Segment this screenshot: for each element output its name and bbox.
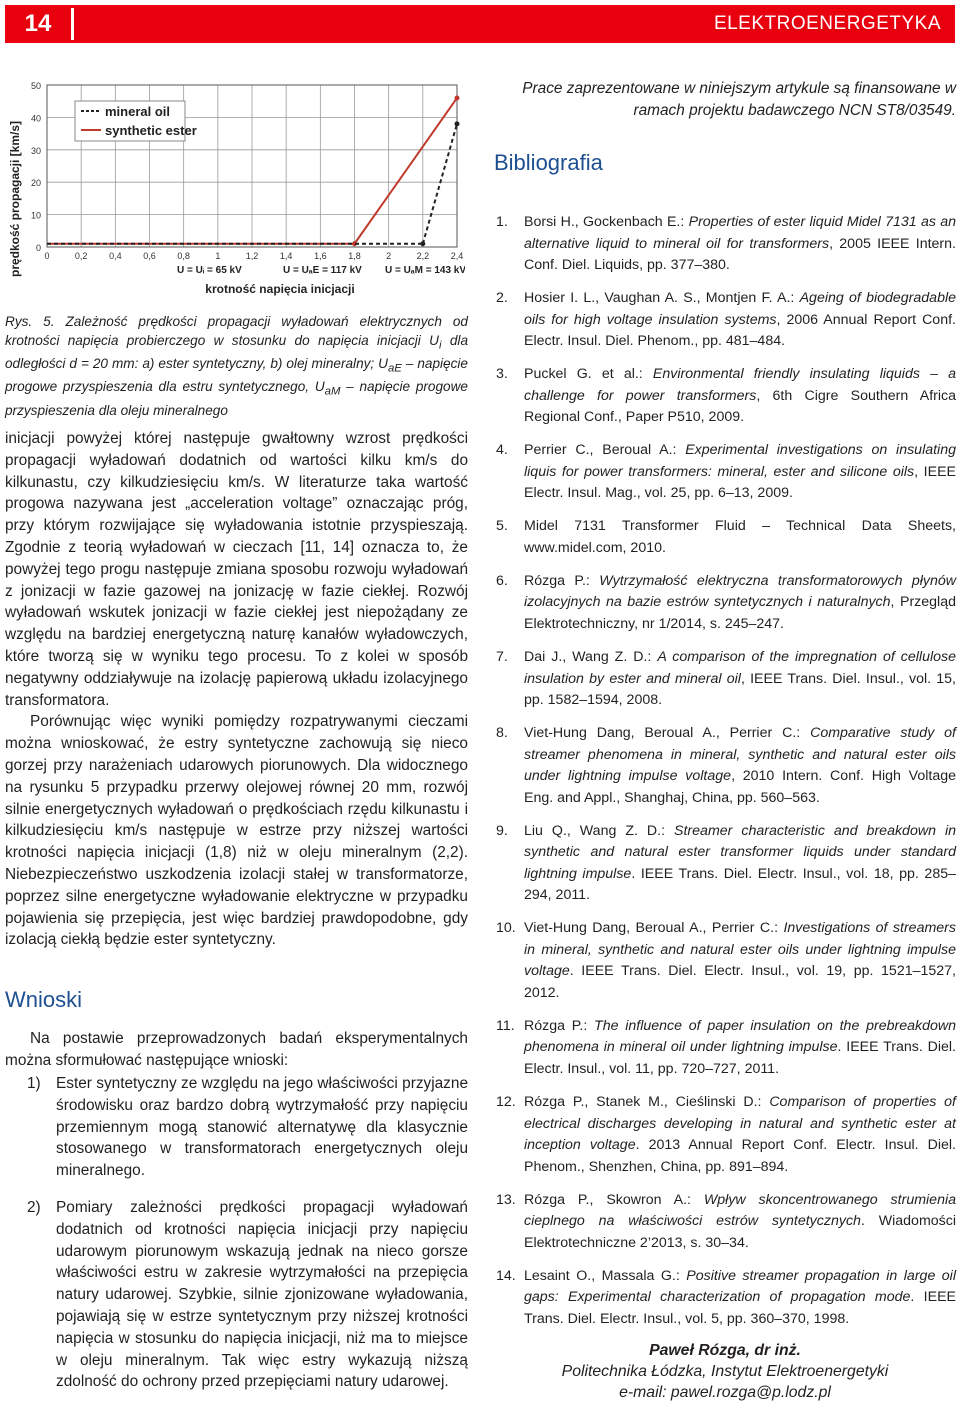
reference-item [494,1190,956,1255]
page-number: 14 [24,10,52,37]
reference-number: 12. [496,1094,516,1111]
x-tick-label: 2 [386,251,392,261]
caption-text-1: Zależność prędkości propagacji wyładowań elektrycznych od krotności napięcia probierczego w stosunku do napięcia inicjacji U [5,314,468,348]
reference-title: Properties of ester liquid Midel 7131 as an alternative liquid to mineral oil for transformers [524,214,956,252]
reference-title: Ageing of biodegradable oils for high voltage insulation systems [524,290,957,328]
conclusion-number: 1) [27,1075,41,1092]
point-mineral [455,121,460,126]
reference-source: . IEEE Trans. Diel. Electr. Insul., vol. 11, pp. 720–727, 2011. [524,1039,957,1077]
reference-number: 6. [496,572,508,589]
reference-item [494,1092,956,1178]
reference-item [494,821,956,907]
author-email: e-mail: pawel.rozga@p.lodz.pl [619,1384,831,1401]
chart-legend [75,101,197,141]
y-tick-label: 10 [30,210,41,221]
funding-note: Prace zaprezentowane w niniejszym artykule są finansowane w ramach projektu badawczego NCN ST8/03549. [522,80,956,119]
author-name: Paweł Rózga, dr inż. [649,1342,801,1359]
reference-number: 3. [496,366,508,383]
reference-source: . IEEE Trans. Diel. Electr. Insul., vol. 5, pp. 360–370, 1998. [524,1289,956,1327]
author-affiliation: Politechnika Łódzka, Instytut Elektroenergetyki [561,1363,889,1380]
conclusions-intro [5,1028,468,1072]
x-tick-label: 1 [215,251,221,261]
conclusion-text: Pomiary zależności prędkości propagacji wyładowań dodatnich od krotności napięcia inicjacji przy napięciu udarowym piorunowym wskazują jednak na nieco gorsze właściwości estru w zakresie wytrzymałości na przepięcia natury udarowej. Szybkie, silnie zjonizowane wyładowania, pojawiają się w estrze syntetycznym przy niższej krotności napięcia w stosunku do napięcia inicjacji, niż ma to miejsce w oleju mineralnym. Tak więc estry wykazują niższą zdolność do ochrony przed przepięciami natury udarowej. [56,1199,468,1391]
reference-item [494,440,956,505]
chart-xlabel: krotność napięcia inicjacji [205,282,355,296]
reference-authors: Puckel G. et al.: [524,366,653,383]
x-tick-label: 0 [44,251,50,261]
reference-item [494,212,956,277]
reference-number: 7. [496,649,508,666]
reference-number: 8. [496,725,508,742]
reference-authors: Hosier I. L., Vaughan A. S., Montjen F. A.: [524,290,800,307]
reference-number: 5. [496,518,508,535]
reference-title: Investigations of streamers in mineral, synthetic and natural ester oils under lightning impulse voltage [524,920,956,980]
reference-number: 13. [496,1191,516,1208]
reference-number: 10. [496,920,516,937]
x-tick-label: 0,8 [177,251,190,261]
x-tick-label: 1,4 [279,251,293,261]
reference-authors: Rózga P., Skowron A.: [524,1191,704,1208]
reference-source: , IEEE Trans. Diel. Insul., vol. 15, pp. 1582–1594, 2008. [524,670,956,709]
reference-source: . IEEE Trans. Diel. Electr. Insul., vol. 19, pp. 1521–1527, 2012. [524,963,956,1001]
chart-svg [5,77,465,303]
reference-authors: Dai J., Wang Z. D.: [524,649,658,666]
reference-authors: Liu Q., Wang Z. D.: [524,822,675,839]
reference-title: Positive streamer propagation in large oil gaps: Experimental characterization of propagation mode [524,1267,956,1306]
legend-label-ester: synthetic ester [105,123,197,138]
reference-authors: Perrier C., Beroual A.: [524,442,686,459]
x-tick-label: 1,6 [314,251,327,261]
reference-title: Wpływ skoncentrowanego strumienia cieplnego na właściwości estrów syntetycznych [524,1191,956,1230]
header-divider [71,8,74,40]
y-tick-label: 50 [30,81,41,91]
x-tick-label: 0,4 [109,251,122,261]
reference-title: Environmental friendly insulating liquids – a challenge for power transformers [524,366,956,404]
reference-source: . IEEE Trans. Diel. Electr. Insul., vol. 18, pp. 285–294, 2011. [524,865,956,904]
reference-source: , 2005 IEEE Intern. Conf. Diel. Liquids, pp. 377–380. [524,235,956,273]
figure-caption [5,313,468,420]
reference-title: Experimental investigations on insulating liquis for power transformers: mineral, ester and silicone oils [524,442,956,480]
legend-label-mineral: mineral oil [105,104,171,119]
reference-authors: Viet-Hung Dang, Beroual A., Perrier C.: [524,920,784,937]
body-text [5,428,468,951]
reference-title: Streamer characteristic and breakdown in synthetic and natural ester transformer liquids under standard lightning impulse [524,822,956,882]
reference-source: , 6th Cigre Southern Africa Regional Conf., Paper P510, 2009. [524,387,957,426]
page-header [5,5,955,43]
caption-text-4: – napięcie progowe przyspieszenia dla oleju mineralnego [5,379,468,418]
reference-source: , IEEE Electr. Insul. Mag., vol. 25, pp. 6–13, 2009. [524,463,957,502]
x-tick-label: 1,2 [245,251,259,261]
x-tick-label: 0,6 [143,251,156,261]
bibliography-heading: Bibliografia [494,150,603,175]
reference-number: 2. [496,290,508,307]
reference-authors: Lesaint O., Massala G.: [524,1267,687,1284]
annotation-uam: U = UₐM = 143 kV [385,265,465,276]
reference-item [494,288,956,353]
reference-item [494,647,956,712]
y-tick-label: 40 [30,113,41,124]
reference-source: , Przegląd Elektrotechniczny, nr 1/2014, s. 245–247. [524,594,956,632]
reference-item [494,1266,956,1331]
reference-item [494,918,956,1004]
reference-number: 1. [496,214,508,230]
body-paragraph-1: inicjacji powyżej której następuje gwałtowny wzrost prędkości propagacji wyładowań dodatnich od wartości kilku km/s do kilkunastu, czy kilkudziesięciu km/s. W literaturze taka wartość progowa nazywana jest „acceleration voltage” oznaczając próg, przy którym rozwijające się wyładowania istotnie przyspieszają. Zgodnie z teorią wyładowań w cieczach [11, 14] oznacza to, że powyżej tego progu następuje zmiana sposobu rozwoju wyładowań z jonizacji w fazie gazowej na jonizację w fazie ciekłej. Rozwój wyładowań wskutek jonizacji w fazie ciekłej jest niepożądany ze względu na bardziej energetyczną naturę kanałów wyładowczych, które tworzą się w wyniku tego procesu. To z kolei w sposób negatywny oddziaływuje na izolację papierową układu izolacyjnego transformatora. [5,430,468,709]
conclusions-heading: Wnioski [5,987,83,1012]
point-ester [455,95,460,100]
reference-number: 11. [496,1017,515,1034]
reference-authors: Borsi H., Gockenbach E.: [524,214,689,230]
reference-number: 4. [496,442,508,459]
reference-authors: Rózga P., Stanek M., Cieślinski D.: [524,1094,770,1111]
reference-number: 14. [496,1267,516,1284]
annotation-uae: U = UₐE = 117 kV [283,265,362,276]
author-block [494,1340,956,1403]
journal-title: ELEKTROENERGETYKA [713,13,941,34]
reference-source: , 2006 Annual Report Conf. Electr. Insul. Diel. Phenom., pp. 481–484. [524,311,956,350]
x-tick-label: 2,2 [416,251,430,261]
caption-text-3: – napięcie progowe przyspieszenia dla estru syntetycznego, U [5,355,468,395]
reference-item [494,1016,956,1081]
reference-title: Wytrzymałość elektryczna transformatorowych płynów izolacyjnych na bazie estrów syntetycznych i naturalnych [524,572,956,611]
reference-list [494,212,956,1342]
conclusion-text: Ester syntetyczny ze względu na jego właściwości przyjazne środowisku oraz bardzo dobrą wytrzymałość przy napięciu przemiennym mogą stanowić alternatywę dla klasycznie stosowanego w transformatorach energetycznych oleju mineralnego. [56,1075,468,1180]
reference-title: A comparison of the impregnation of cellulose insulation by ester and mineral oil [524,649,956,687]
x-tick-label: 1,8 [348,251,361,261]
reference-source: , 2010 Intern. Conf. High Voltage Eng. and Appl., Shanghaj, China, pp. 560–563. [524,768,957,806]
reference-authors: Rózga P.: [524,572,600,589]
reference-authors: Rózga P.: [524,1017,595,1034]
conclusion-item-1 [5,1073,468,1182]
x-tick-label: 2,4 [450,251,464,261]
reference-title: The influence of paper insulation on the prebreakdown phenomena in mineral oil under lightning impulse [524,1017,956,1056]
annotation-ui: U = Uᵢ = 65 kV [177,265,242,276]
reference-source: . Wiadomości Elektrotechniczne 2’2013, s. 30–34. [524,1213,956,1251]
reference-item [494,723,956,809]
x-tick-label: 0,2 [74,251,88,261]
y-tick-label: 20 [30,178,41,189]
body-paragraph-2: Porównując więc wyniki pomiędzy rozpatrywanymi cieczami można wnioskować, że estry syntetyczne zachowują się nieco gorzej przy narażeniach udarowych piorunowych. Dla widocznego na rysunku 5 przypadku przerwy olejowej równej 20 mm, rozwój silnie energetycznych wyładowań o prędkościach rzędu kilkunastu i kilkudziesięciu km/s następuje w estrze przy niższej wartości krotności napięcia inicjacji (1,8) niż w oleju mineralnym (2,2). Niebezpieczeństwo uszkodzenia izolacji stałej w transformatorze, poprzez silne energetyczne wyładowanie elektryczne w przypadku pojawienia się przepięcia, jest więc bardziej prawdopodobne, gdy izolacją ciekłą będzie ester syntetyczny. [5,713,468,949]
caption-sub-ae: aE [388,362,402,375]
caption-label: Rys. 5. [5,314,55,329]
y-tick-label: 0 [35,243,41,253]
reference-item [494,571,956,636]
reference-title: Comparative study of streamer phenomena in mineral, synthetic and natural ester oils under lightning impulse voltage [524,725,956,785]
conclusion-number: 2) [27,1199,41,1216]
point-mineral [420,241,425,246]
caption-sub-am: aM [324,385,341,398]
caption-text-2: dla odległości d = 20 mm: a) ester syntetyczny, b) olej mineralny; U [5,332,468,371]
reference-title: Comparison of properties of electrical discharges developing in natural and synthetic ester at inception voltage [524,1094,956,1154]
y-tick-label: 30 [30,145,41,156]
chart-ylabel: prędkość propagacji [km/s] [8,120,22,278]
figure-chart [5,77,465,303]
reference-number: 9. [496,822,508,839]
reference-source: . 2013 Annual Report Conf. Electr. Insul. Diel. Phenom., Shenzhen, China, pp. 891–894. [524,1137,957,1175]
reference-authors: Midel 7131 Transformer Fluid – Technical Data Sheets, www.midel.com, 2010. [524,518,956,556]
conclusion-item-2 [5,1197,468,1393]
reference-authors: Viet-Hung Dang, Beroual A., Perrier C.: [524,725,811,742]
caption-sub-i: i [438,339,442,352]
reference-item [494,364,956,429]
conclusions-intro-text: Na postawie przeprowadzonych badań eksperymentalnych można sformułować następujące wnioski: [5,1030,468,1069]
reference-item [494,516,956,559]
